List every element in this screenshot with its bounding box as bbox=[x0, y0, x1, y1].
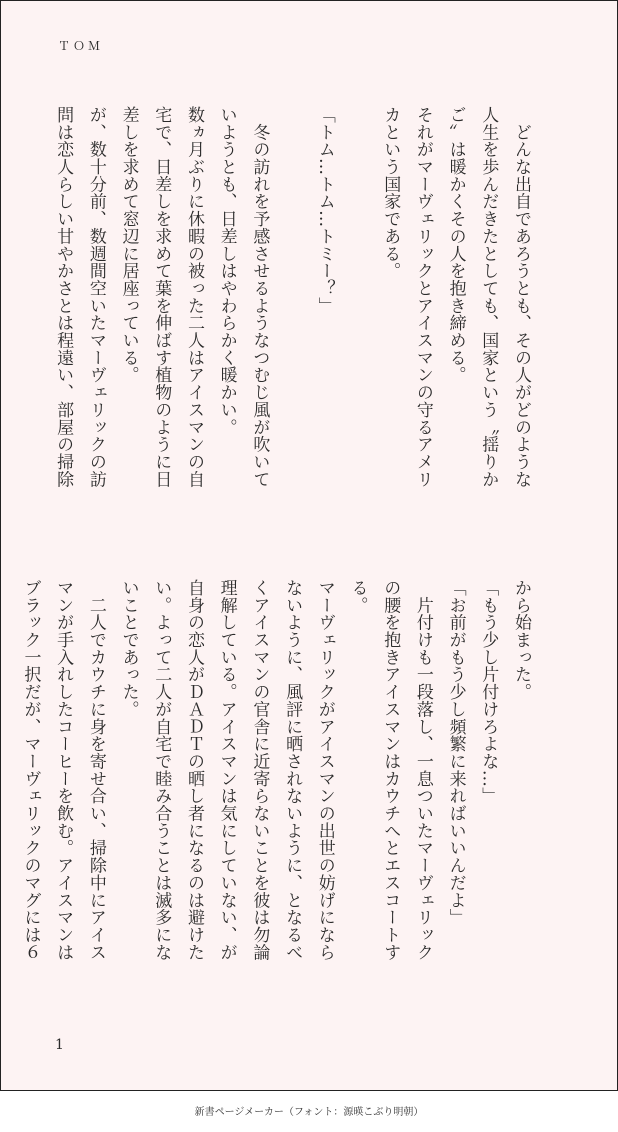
text-column: 二人でカウチに身を寄せ合い、掃除中にアイス bbox=[85, 579, 106, 961]
text-column: 「お前がもう少し頻繁に来ればいいんだよ」 bbox=[445, 579, 466, 926]
text-column: 「トム…トム…トミー？」 bbox=[314, 106, 335, 315]
text-column: る。 bbox=[347, 579, 368, 614]
text-column: から始まった。 bbox=[511, 579, 531, 701]
text-column: 問は恋人らしい甘やかさとは程遠い、部屋の掃除 bbox=[53, 106, 74, 488]
text-column: 差しを求めて窓辺に居座っている。 bbox=[118, 106, 139, 384]
text-column: 片付けも一段落し、一息ついたマーヴェリック bbox=[412, 579, 433, 961]
footer-credit: 新書ページメーカー（フォント：源暎こぶり明朝） bbox=[194, 1107, 424, 1118]
text-column: いようとも、日差しはやわらかく暖かい。 bbox=[216, 106, 237, 436]
text-column: 宅で、日差しを求めて葉を伸ばす植物のように日 bbox=[151, 106, 172, 488]
text-column: い。よって二人が自宅で睦み合うことは滅多にな bbox=[151, 579, 172, 961]
text-column: マンが手入れしたコーヒーを飲む。アイスマンは bbox=[53, 579, 74, 961]
author-header: ＴＯＭ bbox=[58, 39, 104, 53]
text-column: 理解している。アイスマンは気にしていない、が bbox=[216, 579, 237, 961]
text-column: どんな出自であろうとも、その人がどのような bbox=[511, 106, 531, 488]
text-column: 冬の訪れを予感させるようなつむじ風が吹いて bbox=[249, 106, 270, 488]
text-column bbox=[275, 106, 308, 526]
text-column: の腰を抱きアイスマンはカウチへとエスコートす bbox=[380, 579, 401, 961]
text-column: が、数十分前、数週間空いたマーヴェリックの訪 bbox=[85, 106, 106, 488]
text-column: ご〟は暖かくその人を抱き締める。 bbox=[445, 106, 466, 384]
upper-text-block bbox=[46, 106, 537, 526]
page-number: 1 bbox=[55, 1037, 64, 1053]
text-column: 人生を歩んだきたとしても、国家という〝揺りか bbox=[478, 106, 499, 488]
text-column: 自身の恋人がＤＡＤＴの晒し者になるのは避けた bbox=[183, 579, 204, 961]
text-column: 「もう少し片付けろよな…」 bbox=[478, 579, 499, 805]
text-column bbox=[341, 106, 374, 526]
text-column: 数ヵ月ぶりに休暇の被った二人はアイスマンの自 bbox=[183, 106, 204, 488]
text-column: くアイスマンの官舎に近寄らないことを彼は勿論 bbox=[249, 579, 270, 961]
text-column: いことであった。 bbox=[118, 579, 139, 718]
text-column: それがマーヴェリックとアイスマンの守るアメリ bbox=[412, 106, 433, 488]
text-column: マーヴェリックがアイスマンの出世の妨げになら bbox=[314, 579, 335, 961]
text-column: ブラック一択だが、マーヴェリックのマグには６ bbox=[20, 579, 41, 961]
text-column: ないように、風評に晒されないように、となるべ bbox=[282, 579, 303, 961]
text-column: カという国家である。 bbox=[380, 106, 401, 280]
lower-text-block bbox=[14, 579, 537, 999]
